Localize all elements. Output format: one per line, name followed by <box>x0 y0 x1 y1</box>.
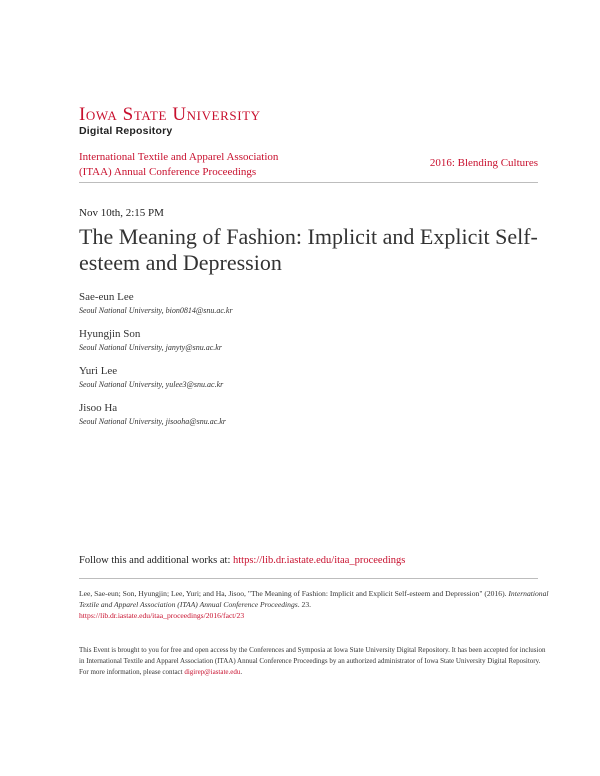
notice-text: This Event is brought to you for free and open access by the Conferences and Symposia at Iowa State University Digital Repository. It has been accepted for inclusion in International Textile and Apparel Association (ITAA) Annual Conference Proceedings by an authorized administrator of Iowa State University Digital Repository. For more information, please contact <box>79 646 546 676</box>
event-date: Nov 10th, 2:15 PM <box>79 207 164 219</box>
proceedings-link[interactable]: https://lib.dr.iastate.edu/itaa_proceedings <box>233 555 406 566</box>
university-logo: Iowa State University <box>79 104 261 125</box>
recommended-citation <box>79 588 549 621</box>
citation-number: . 23. <box>297 600 312 609</box>
affiliation-name: Seoul National University <box>79 343 162 352</box>
author-name: Yuri Lee <box>79 365 118 377</box>
contact-email-link[interactable]: digirep@iastate.edu <box>184 668 241 676</box>
author-email: bion0814@snu.ac.kr <box>165 306 233 315</box>
header-divider <box>79 182 538 183</box>
series-title[interactable] <box>79 150 339 180</box>
author-affiliation: Seoul National University, jisooha@snu.ac.kr <box>79 417 226 426</box>
collection-link[interactable]: 2016: Blending Cultures <box>429 157 538 169</box>
author-affiliation: Seoul National University, bion0814@snu.ac.kr <box>79 306 233 315</box>
access-notice <box>79 645 549 678</box>
follow-text: Follow this and additional works at: <box>79 555 233 566</box>
author-email: janyty@snu.ac.kr <box>165 343 222 352</box>
author-affiliation: Seoul National University, janyty@snu.ac.kr <box>79 343 222 352</box>
repository-name: Digital Repository <box>79 125 173 137</box>
affiliation-name: Seoul National University <box>79 306 162 315</box>
affiliation-name: Seoul National University <box>79 380 162 389</box>
citation-journal: International Textile and Apparel Association (ITAA) Annual Conference Proceedings <box>79 589 549 609</box>
affiliation-name: Seoul National University <box>79 417 162 426</box>
author-name: Jisoo Ha <box>79 402 118 414</box>
author-name: Sae-eun Lee <box>79 291 134 303</box>
series-title-line1: International Textile and Apparel Association <box>79 151 279 163</box>
citation-link[interactable]: https://lib.dr.iastate.edu/itaa_proceedings/2016/fact/23 <box>79 611 245 620</box>
author-name: Hyungjin Son <box>79 328 141 340</box>
citation-authors-title: Lee, Sae-eun; Son, Hyungjin; Lee, Yuri; and Ha, Jisoo, "The Meaning of Fashion: Implicit and Explicit Self-esteem and Depression" <box>79 589 483 598</box>
notice-end: . <box>240 668 243 676</box>
author-email: yulee3@snu.ac.kr <box>165 380 224 389</box>
paper-title: The Meaning of Fashion: Implicit and Explicit Self-esteem and Depression <box>79 224 538 275</box>
author-affiliation: Seoul National University, yulee3@snu.ac.kr <box>79 380 224 389</box>
author-email: jisooha@snu.ac.kr <box>165 417 226 426</box>
footer-divider <box>79 578 538 579</box>
citation-year: (2016). <box>484 589 509 598</box>
follow-line <box>79 555 405 566</box>
series-title-line2: (ITAA) Annual Conference Proceedings <box>79 166 257 178</box>
